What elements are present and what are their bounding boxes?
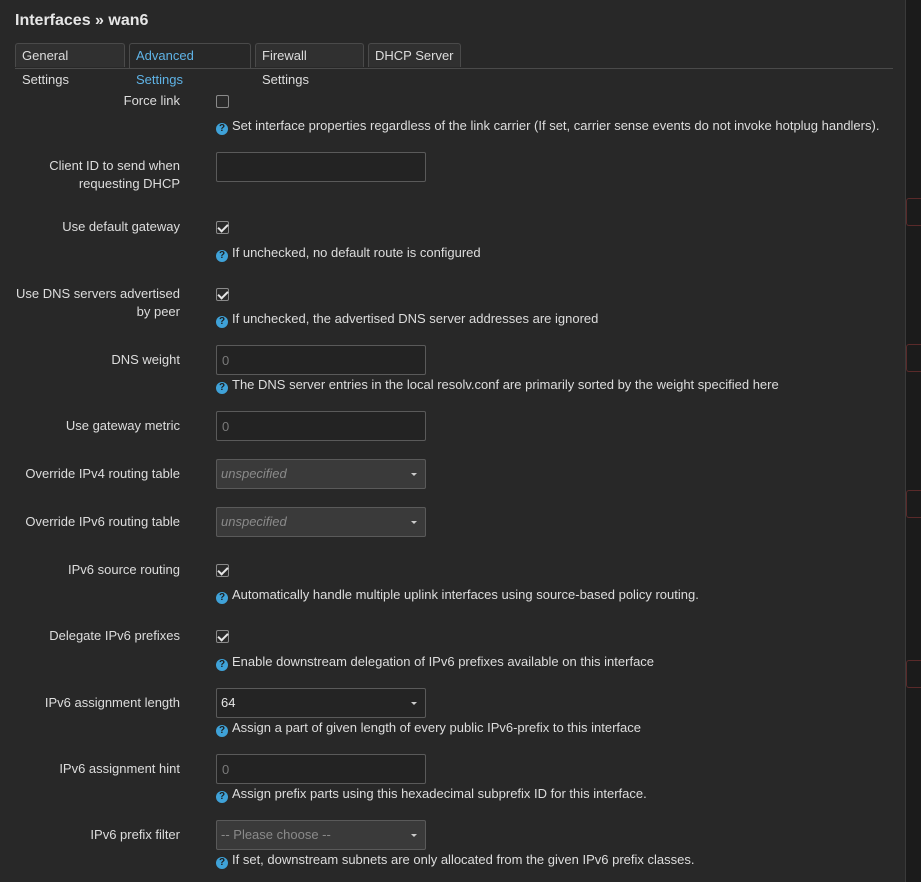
default-gateway-help	[216, 245, 481, 262]
delegate-help-text: Enable downstream delegation of IPv6 prefixes available on this interface	[232, 654, 655, 669]
assign-hint-input[interactable]	[216, 754, 426, 784]
caret-down-icon	[411, 834, 417, 837]
source-routing-label: IPv6 source routing	[67, 562, 180, 577]
question-circle-icon: ?	[216, 725, 228, 737]
background-edge	[906, 660, 921, 688]
question-circle-icon: ?	[216, 382, 228, 394]
peer-dns-checkbox[interactable]	[216, 288, 229, 301]
assign-hint-help-text: Assign prefix parts using this hexadecimal subprefix ID for this interface.	[232, 786, 647, 801]
client-id-label-line2: requesting DHCP	[78, 176, 180, 191]
source-routing-checkbox[interactable]	[216, 564, 229, 577]
delegate-label: Delegate IPv6 prefixes	[49, 628, 180, 643]
caret-down-icon	[411, 521, 417, 524]
checkmark-icon	[217, 630, 228, 641]
gateway-metric-input[interactable]	[216, 411, 426, 441]
question-circle-icon: ?	[216, 659, 228, 671]
force-link-checkbox[interactable]	[216, 95, 229, 108]
background-edge	[906, 198, 921, 226]
prefix-filter-label: IPv6 prefix filter	[90, 827, 180, 842]
peer-dns-label-line2: by peer	[136, 304, 180, 319]
question-circle-icon: ?	[216, 316, 228, 328]
background-edge	[906, 490, 921, 518]
assign-length-label: IPv6 assignment length	[44, 695, 180, 710]
checkmark-icon	[217, 221, 228, 232]
peer-dns-label-line1: Use DNS servers advertised	[16, 286, 180, 301]
prefix-filter-value: -- Please choose --	[221, 827, 331, 842]
force-link-help	[216, 118, 879, 135]
tab-firewall-settings[interactable]: Firewall Settings	[255, 43, 364, 67]
default-gateway-label: Use default gateway	[62, 219, 180, 234]
tab-advanced-settings[interactable]: Advanced Settings	[129, 43, 251, 68]
client-id-label-line1: Client ID to send when	[49, 158, 180, 173]
tab-bar	[15, 43, 893, 87]
gateway-metric-label: Use gateway metric	[65, 418, 180, 433]
ipv4-table-value: unspecified	[221, 466, 287, 481]
caret-down-icon	[411, 702, 417, 705]
ipv4-table-select[interactable]	[216, 459, 426, 489]
tab-dhcp-server[interactable]: DHCP Server	[368, 43, 461, 67]
dns-weight-label: DNS weight	[111, 352, 180, 367]
assign-length-select[interactable]	[216, 688, 426, 718]
default-gateway-help-text: If unchecked, no default route is configured	[232, 245, 481, 260]
modal-title: Interfaces » wan6	[15, 12, 149, 29]
dns-weight-input[interactable]	[216, 345, 426, 375]
assign-length-help-text: Assign a part of given length of every public IPv6-prefix to this interface	[232, 720, 641, 735]
prefix-filter-select[interactable]	[216, 820, 426, 850]
question-circle-icon: ?	[216, 857, 228, 869]
assign-hint-label: IPv6 assignment hint	[59, 761, 180, 776]
question-circle-icon: ?	[216, 791, 228, 803]
tab-general-settings[interactable]: General Settings	[15, 43, 125, 67]
peer-dns-help	[216, 311, 598, 328]
checkmark-icon	[217, 288, 228, 299]
assign-hint-help	[216, 786, 647, 803]
force-link-label: Force link	[123, 93, 180, 108]
source-routing-help-text: Automatically handle multiple uplink interfaces using source-based policy routing.	[232, 587, 699, 602]
client-id-input[interactable]	[216, 152, 426, 182]
peer-dns-help-text: If unchecked, the advertised DNS server addresses are ignored	[232, 311, 599, 326]
prefix-filter-help-text: If set, downstream subnets are only allocated from the given IPv6 prefix classes.	[232, 852, 695, 867]
prefix-filter-help	[216, 852, 694, 869]
dns-weight-help-text: The DNS server entries in the local resolv.conf are primarily sorted by the weight specified here	[232, 377, 779, 392]
ipv6-table-select[interactable]	[216, 507, 426, 537]
assign-length-value: 64	[221, 695, 236, 710]
source-routing-help	[216, 587, 699, 604]
ipv6-table-label: Override IPv6 routing table	[25, 514, 180, 529]
delegate-checkbox[interactable]	[216, 630, 229, 643]
caret-down-icon	[411, 473, 417, 476]
question-circle-icon: ?	[216, 123, 228, 135]
delegate-help	[216, 654, 654, 671]
assign-length-help	[216, 720, 641, 737]
background-edge	[906, 344, 921, 372]
checkmark-icon	[217, 564, 228, 575]
ipv6-table-value: unspecified	[221, 514, 287, 529]
question-circle-icon: ?	[216, 250, 228, 262]
default-gateway-checkbox[interactable]	[216, 221, 229, 234]
force-link-help-text: Set interface properties regardless of the link carrier (If set, carrier sense events do not invoke hotplug handlers).	[232, 118, 880, 133]
dns-weight-help	[216, 377, 779, 394]
question-circle-icon: ?	[216, 592, 228, 604]
ipv4-table-label: Override IPv4 routing table	[25, 466, 180, 481]
